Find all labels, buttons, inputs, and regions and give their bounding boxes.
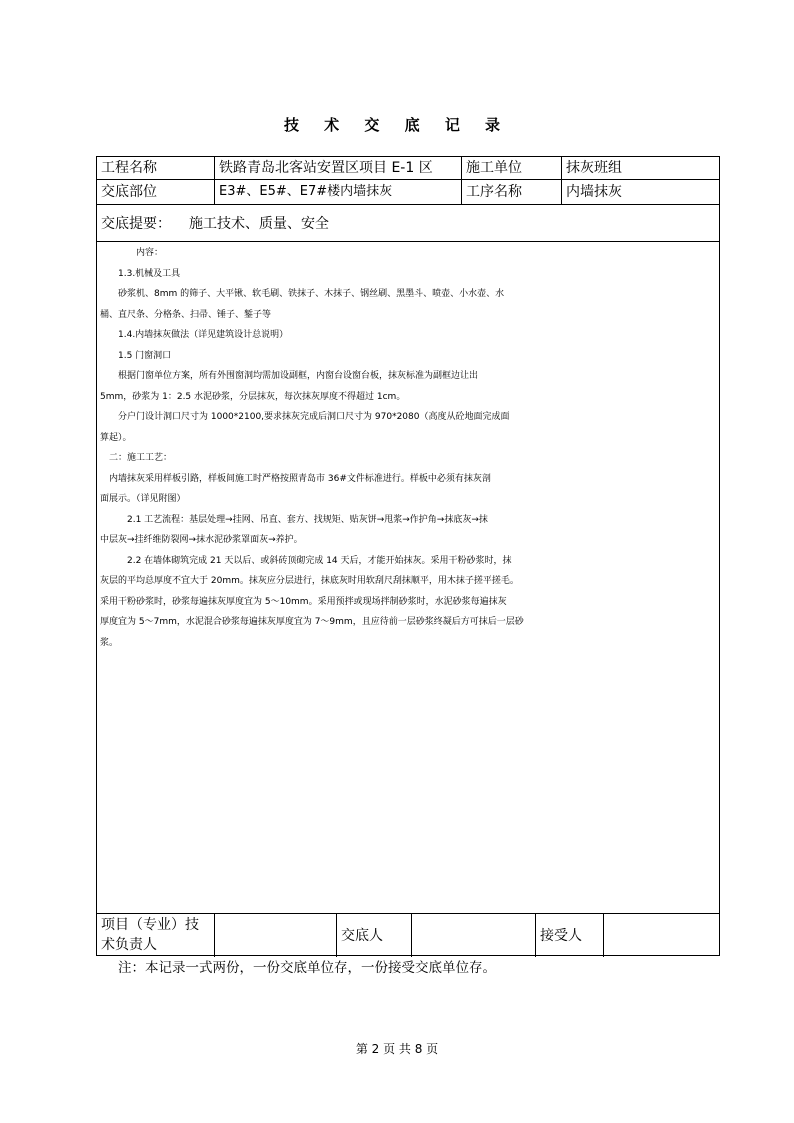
tech-lead-label-line1: 项目（专业）技 <box>101 917 199 933</box>
content-line: 砂浆机、8mm 的筛子、大平锹、软毛刷、铁抹子、木抹子、钢丝刷、黑墨斗、喷壶、小水壶、水 <box>100 289 505 299</box>
content-line: 采用干粉砂浆时，砂浆每遍抹灰厚度宜为 5～10mm。采用预拌或现场拌制砂浆时，水泥砂浆每遍抹灰 <box>100 596 507 607</box>
content-line: 浆。 <box>100 637 119 648</box>
process-name-label: 工序名称 <box>466 184 522 200</box>
construction-unit-value: 抹灰班组 <box>566 160 622 176</box>
column-divider <box>603 913 604 957</box>
row-divider <box>97 913 719 914</box>
page-number: 第 2 页 共 8 页 <box>355 1042 439 1056</box>
footnote: 注：本记录一式两份，一份交底单位存，一份接受交底单位存。 <box>118 960 496 976</box>
content-line: 1.3.机械及工具 <box>100 268 181 279</box>
content-line: 二：施工工艺： <box>100 453 173 463</box>
project-name-value: 铁路青岛北客站安置区项目 E-1 区 <box>219 160 433 176</box>
summary-label: 交底提要： <box>101 216 171 232</box>
column-divider <box>561 157 562 204</box>
content-line: 桶、直尺条、分格条、扫帚、锤子、錾子等 <box>100 309 272 320</box>
column-divider <box>336 913 337 957</box>
content-line: 1.4.内墙抹灰做法（详见建筑设计总说明） <box>100 330 289 340</box>
content-line: 根据门窗单位方案，所有外围窗洞均需加设副框，内窗台设窗台板，抹灰标准为副框边让出 <box>100 371 479 381</box>
row-divider <box>97 179 719 180</box>
row-divider <box>97 204 719 205</box>
content-line: 1.5 门窗洞口 <box>100 350 172 361</box>
project-name-label: 工程名称 <box>101 160 157 176</box>
content-line: 2.2 在墙体砌筑完成 21 天以后、或斜砖顶砌完成 14 天后，才能开始抹灰。采用干粉砂浆时，抹 <box>100 555 512 566</box>
content-line: 内容： <box>100 248 164 258</box>
disclosure-part-value: E3#、E5#、E7#楼内墙抹灰 <box>219 184 393 199</box>
content-line: 面展示。（详见附图） <box>100 494 186 504</box>
content-line: 分户门设计洞口尺寸为 1000*2100,要求抹灰完成后洞口尺寸为 970*2080（高度从砼地面完成面 <box>100 412 510 422</box>
column-divider <box>461 157 462 204</box>
construction-unit-label: 施工单位 <box>466 160 522 176</box>
content-line: 灰层的平均总厚度不宜大于 20mm。抹灰应分层进行，抹底灰时用软刮尺刮抹顺平，用木抹子搓平搓毛。 <box>100 576 519 586</box>
content-line: 中层灰→挂纤维防裂网→抹水泥砂浆罩面灰→养护。 <box>100 535 303 545</box>
receiver-label: 接受人 <box>540 928 582 944</box>
tech-lead-label-line2: 术负责人 <box>101 937 157 953</box>
content-line: 2.1 工艺流程：基层处理→挂网、吊直、套方、找规矩、贴灰饼→甩浆→作护角→抹底灰→抹 <box>100 514 488 525</box>
discloser-label: 交底人 <box>341 928 383 944</box>
process-name-value: 内墙抹灰 <box>566 184 622 200</box>
content-line: 5mm，砂浆为 1：2.5 水泥砂浆，分层抹灰，每次抹灰厚度不得超过 1cm。 <box>100 391 406 402</box>
column-divider <box>214 913 215 957</box>
content-line: 算起）。 <box>100 432 132 443</box>
disclosure-content <box>100 243 718 653</box>
content-line: 内墙抹灰采用样板引路，样板间施工时严格按照青岛市 36#文件标准进行。样板中必须有抹灰剖 <box>100 473 491 484</box>
row-divider <box>97 241 719 242</box>
column-divider <box>535 913 536 957</box>
summary-value: 施工技术、质量、安全 <box>189 216 329 232</box>
column-divider <box>411 913 412 957</box>
page-title: 技 术 交 底 记 录 <box>283 116 511 134</box>
content-line: 厚度宜为 5～7mm，水泥混合砂浆每遍抹灰厚度宜为 7～9mm，且应待前一层砂浆终凝后方可抹后一层砂 <box>100 617 524 627</box>
column-divider <box>214 157 215 204</box>
disclosure-part-label: 交底部位 <box>101 184 157 200</box>
